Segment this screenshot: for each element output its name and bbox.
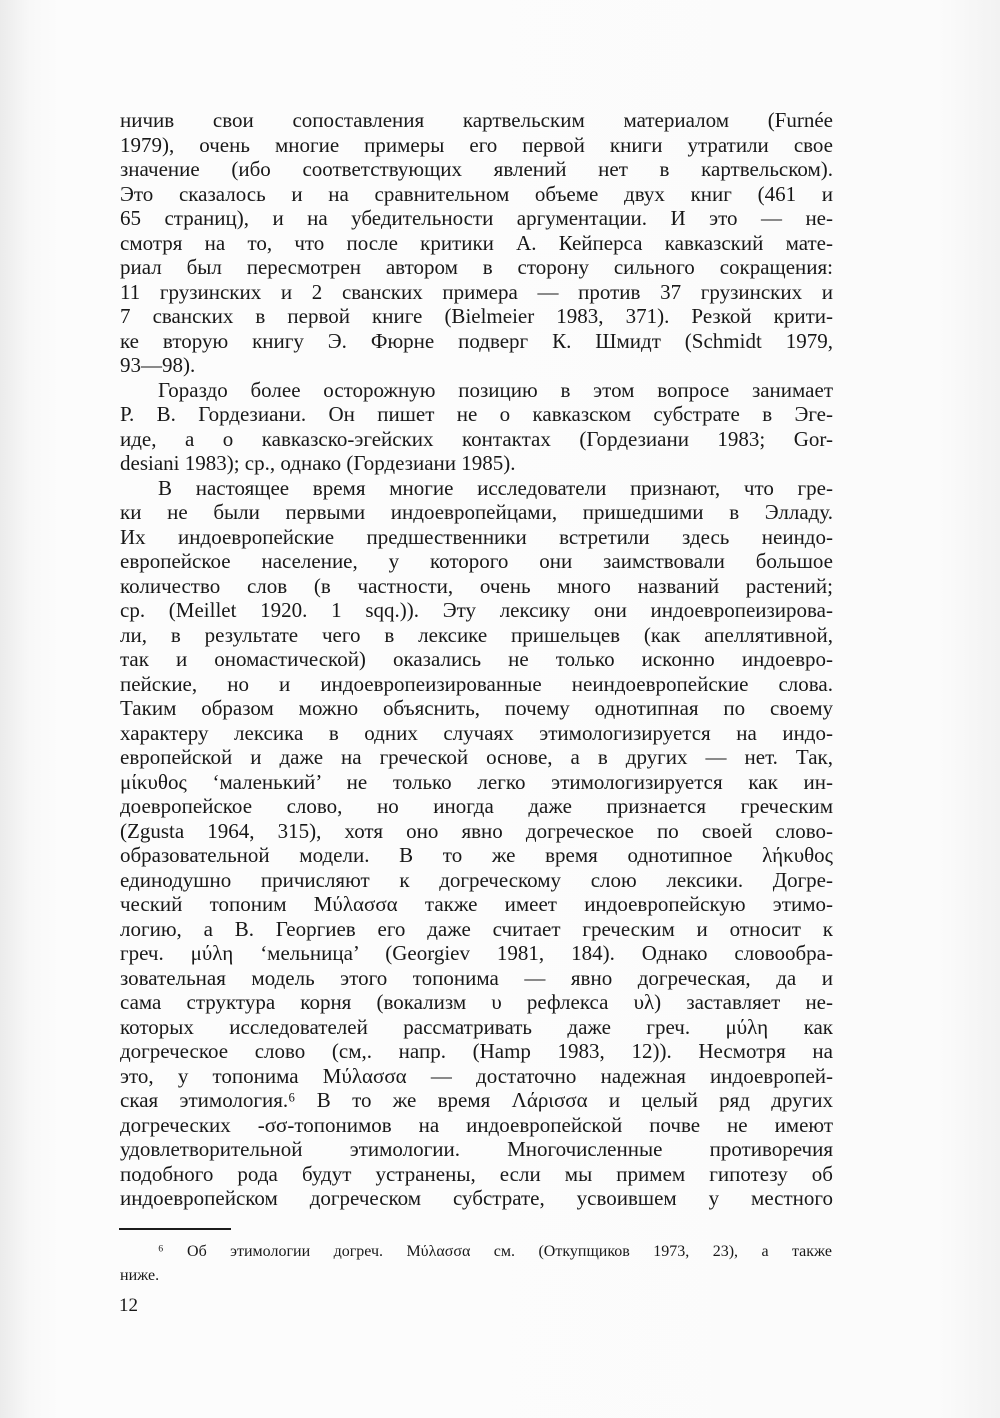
text-line: греч. μύλη ‘мельница’ (Georgiev 1981, 184). Однако словообра- xyxy=(120,941,833,965)
text-line: 7 сванских в первой книге (Bielmeier 1983, 371). Резкой крити- xyxy=(120,304,833,328)
text-line: удовлетворительной этимологии. Многочисленные противоречия xyxy=(120,1137,833,1161)
text-line: пейские, но и индоевропеизированные неиндоевропейские слова. xyxy=(120,671,833,696)
text-line: Р. В. Гордезиани. Он пишет не о кавказском субстрате в Эге- xyxy=(120,402,833,426)
text-line: догреческое слово (см,. напр. (Hamp 1983, 12)). Несмотря на xyxy=(120,1039,833,1063)
text-line: 1979), очень многие примеры его первой книги утратили свое xyxy=(120,132,833,157)
text-line: 65 страниц), и на убедительности аргументации. И это — не- xyxy=(120,206,833,230)
text-line: единодушно причисляют к догреческому слою лексики. Догре- xyxy=(120,867,833,892)
text-line: desiani 1983); ср., однако (Гордезиани 1985). xyxy=(120,451,516,475)
text-line: европейской и даже на греческой основе, а в других — нет. Так, xyxy=(120,745,833,769)
text-line: ская этимология.⁶ В то же время Λάρισσα и целый ряд других xyxy=(120,1088,833,1112)
text-line: логию, а В. Георгиев его даже считает греческим и относит к xyxy=(120,916,833,941)
text-line: Гораздо более осторожную позицию в этом вопросе занимает xyxy=(158,377,833,402)
text-line: это, у топонима Μύλασσα — достаточно надежная индоевропей- xyxy=(120,1063,833,1088)
text-line: количество слов (в частности, очень много названий растений; xyxy=(120,573,833,598)
text-line: Их индоевропейские предшественники встретили здесь неиндо- xyxy=(120,524,833,549)
text-line: ли, в результате чего в лексике пришельцев (как апеллятивной, xyxy=(120,622,833,647)
text-line: образовательной модели. В то же время однотипное λήκυθος xyxy=(120,843,833,867)
text-line: значение (ибо соответствующих явлений нет в картвельском). xyxy=(120,157,833,181)
body-text xyxy=(120,108,833,1211)
footnote-divider xyxy=(119,1228,231,1230)
text-line: зовательная модель этого топонима — явно догреческая, да и xyxy=(120,965,833,990)
text-line: ср. (Meillet 1920. 1 sqq.)). Эту лексику они индоевропеизирова- xyxy=(120,598,833,622)
text-line: ческий топоним Μύλασσα также имеет индоевропейскую этимо- xyxy=(120,892,833,916)
text-line: которых исследователей рассматривать даже греч. μύλη как xyxy=(120,1014,833,1039)
text-line: В настоящее время многие исследователи признают, что гре- xyxy=(158,475,833,500)
text-line: ки не были первыми индоевропейцами, пришедшими в Элладу. xyxy=(120,500,833,524)
text-line: европейское население, у которого они заимствовали большое xyxy=(120,549,833,573)
text-line: догреческих -σσ-топонимов на индоевропейской почве не имеют xyxy=(120,1112,833,1137)
text-line: так и ономастической) оказались не только исконно индоевро- xyxy=(120,647,833,671)
text-line: сама структура корня (вокализм υ рефлекса υλ) заставляет не- xyxy=(120,990,833,1014)
text-line: характеру лексика в одних случаях этимологизируется на индо- xyxy=(120,720,833,745)
text-line: ке вторую книгу Э. Фюрне подверг К. Шмидт (Schmidt 1979, xyxy=(120,328,833,353)
text-line: ничив свои сопоставления картвельским материалом (Furnée xyxy=(120,108,833,132)
text-line: 11 грузинских и 2 сванских примера — против 37 грузинских и xyxy=(120,279,833,304)
footnote xyxy=(120,1240,832,1288)
text-line: (Zgusta 1964, 315), хотя оно явно догреческое по своей слово- xyxy=(120,818,833,843)
footnote-line: ⁶ Об этимологии догреч. Μύλασσα см. (Откупщиков 1973, 23), а также xyxy=(158,1243,832,1260)
text-line: Таким образом можно объяснить, почему однотипная по своему xyxy=(120,696,833,720)
text-line: доевропейское слово, но иногда даже признается греческим xyxy=(120,794,833,818)
text-line: 93—98). xyxy=(120,353,196,377)
footnote-line: ниже. xyxy=(120,1267,160,1284)
text-line: иде, а о кавказско-эгейских контактах (Гордезиани 1983; Gor- xyxy=(120,426,833,451)
text-line: риал был пересмотрен автором в сторону сильного сокращения: xyxy=(120,255,833,279)
text-line: индоевропейском догреческом субстрате, усвоившем у местного xyxy=(120,1186,833,1210)
text-line: смотря на то, что после критики А. Кейперса кавказский мате- xyxy=(120,230,833,255)
text-line: Это сказалось и на сравнительном объеме двух книг (461 и xyxy=(120,181,833,206)
page-number: 12 xyxy=(119,1295,138,1316)
text-line: μίκυθος ‘маленький’ не только легко этимологизируется как ин- xyxy=(120,769,833,794)
text-line: подобного рода будут устранены, если мы примем гипотезу об xyxy=(120,1161,833,1186)
